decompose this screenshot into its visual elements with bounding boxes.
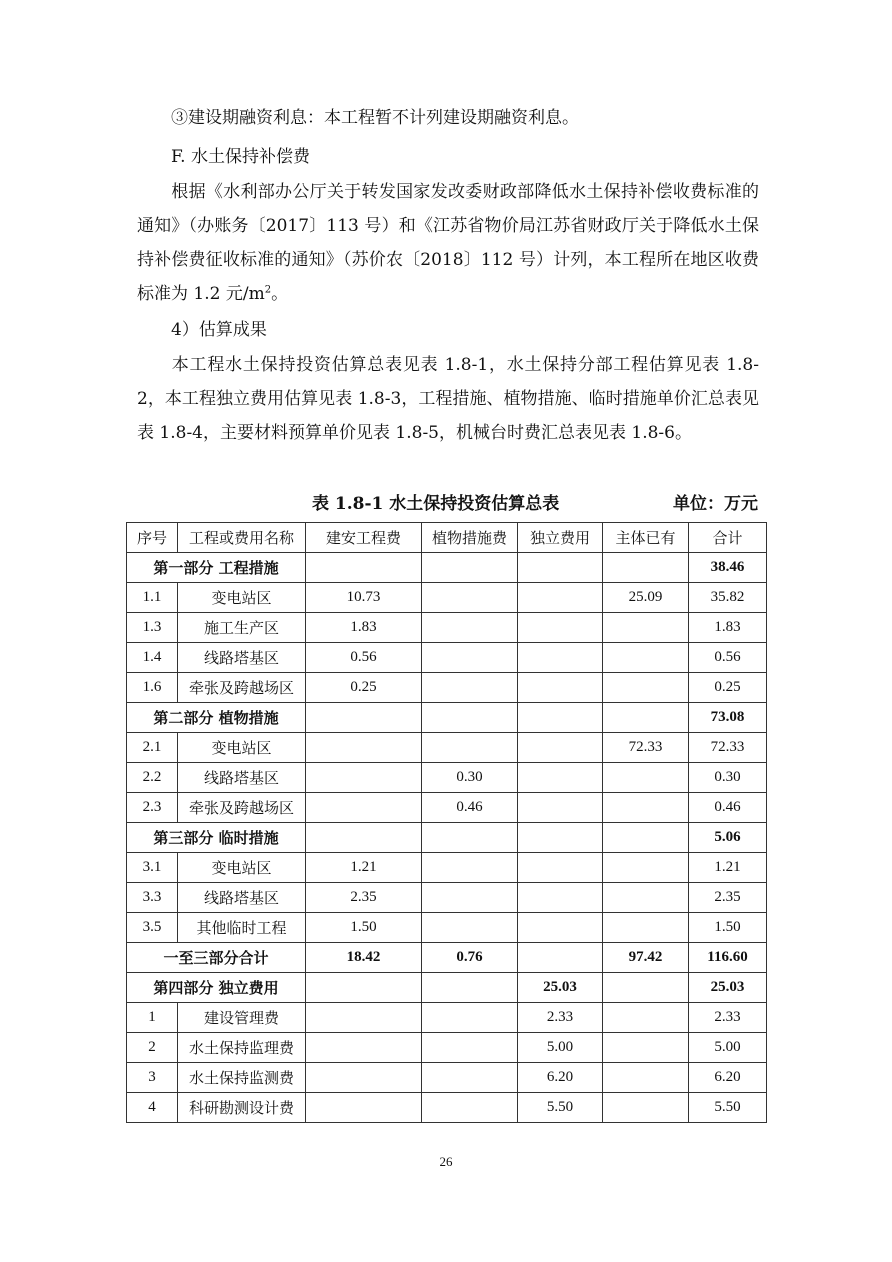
value-cell xyxy=(603,823,689,853)
value-cell: 38.46 xyxy=(689,553,767,583)
value-cell xyxy=(518,793,603,823)
table-row xyxy=(127,703,767,733)
paragraph-compensation-basis xyxy=(137,175,759,311)
value-cell: 0.30 xyxy=(422,763,518,793)
value-cell xyxy=(603,1093,689,1123)
row-name: 其他临时工程 xyxy=(178,913,306,943)
row-name: 施工生产区 xyxy=(178,613,306,643)
value-cell: 2.33 xyxy=(689,1003,767,1033)
row-name: 水土保持监测费 xyxy=(178,1063,306,1093)
value-cell xyxy=(422,1003,518,1033)
row-name: 线路塔基区 xyxy=(178,763,306,793)
table-row xyxy=(127,883,767,913)
value-cell: 18.42 xyxy=(306,943,422,973)
paragraph-financing-interest xyxy=(137,101,759,135)
row-number: 3.3 xyxy=(127,883,178,913)
value-cell: 1.83 xyxy=(689,613,767,643)
page-number: 26 xyxy=(439,1154,453,1169)
value-cell xyxy=(603,913,689,943)
value-cell xyxy=(603,973,689,1003)
value-cell: 0.25 xyxy=(689,673,767,703)
column-header: 植物措施费 xyxy=(422,523,518,553)
row-number: 1.4 xyxy=(127,643,178,673)
value-cell: 6.20 xyxy=(689,1063,767,1093)
value-cell xyxy=(603,553,689,583)
paragraph-text: 根据《水利部办公厅关于转发国家发改委财政部降低水土保持补偿收费标准的通知》（办账务〔2017〕113 号）和《江苏省物价局江苏省财政厅关于降低水土保持补偿费征收标准的通知》（苏价农〔2018〕112 号）计列，本工程所在地区收费标准为 1.2 元/m xyxy=(137,182,759,304)
paragraph-estimate-summary xyxy=(137,348,759,450)
row-name: 牵张及跨越场区 xyxy=(178,673,306,703)
value-cell: 25.03 xyxy=(518,973,603,1003)
section-label: 第三部分 临时措施 xyxy=(127,823,306,853)
heading-text: F. 水土保持补偿费 xyxy=(171,147,310,167)
value-cell xyxy=(603,883,689,913)
section-label: 第四部分 独立费用 xyxy=(127,973,306,1003)
value-cell xyxy=(518,823,603,853)
table-title: 表 1.8-1 水土保持投资估算总表 xyxy=(312,494,560,514)
value-cell: 72.33 xyxy=(689,733,767,763)
value-cell xyxy=(518,673,603,703)
value-cell xyxy=(306,1093,422,1123)
section-label: 第一部分 工程措施 xyxy=(127,553,306,583)
value-cell xyxy=(422,553,518,583)
value-cell xyxy=(603,703,689,733)
value-cell xyxy=(518,883,603,913)
value-cell: 5.00 xyxy=(689,1033,767,1063)
value-cell xyxy=(603,853,689,883)
row-number: 3.5 xyxy=(127,913,178,943)
value-cell: 1.21 xyxy=(689,853,767,883)
value-cell xyxy=(422,1063,518,1093)
heading-text: 4）估算成果 xyxy=(171,320,267,340)
row-name: 变电站区 xyxy=(178,583,306,613)
row-number: 3 xyxy=(127,1063,178,1093)
heading-f-compensation-fee xyxy=(137,140,759,174)
value-cell xyxy=(518,613,603,643)
value-cell xyxy=(306,973,422,1003)
value-cell xyxy=(518,943,603,973)
section-label: 第二部分 植物措施 xyxy=(127,703,306,733)
value-cell xyxy=(603,1003,689,1033)
table-row xyxy=(127,583,767,613)
value-cell: 0.25 xyxy=(306,673,422,703)
value-cell: 2.35 xyxy=(306,883,422,913)
row-number: 1.6 xyxy=(127,673,178,703)
value-cell xyxy=(306,823,422,853)
value-cell: 0.46 xyxy=(422,793,518,823)
value-cell xyxy=(603,793,689,823)
value-cell xyxy=(518,583,603,613)
value-cell: 10.73 xyxy=(306,583,422,613)
table-caption xyxy=(126,487,766,517)
investment-estimate-table xyxy=(126,522,767,1123)
column-header: 序号 xyxy=(127,523,178,553)
value-cell: 5.06 xyxy=(689,823,767,853)
value-cell xyxy=(603,613,689,643)
value-cell: 25.03 xyxy=(689,973,767,1003)
value-cell: 1.50 xyxy=(689,913,767,943)
value-cell xyxy=(518,853,603,883)
row-number: 2.3 xyxy=(127,793,178,823)
value-cell xyxy=(603,673,689,703)
row-name: 水土保持监理费 xyxy=(178,1033,306,1063)
table-row xyxy=(127,733,767,763)
subtotal-label: 一至三部分合计 xyxy=(127,943,306,973)
value-cell xyxy=(518,733,603,763)
value-cell xyxy=(422,973,518,1003)
value-cell: 0.56 xyxy=(689,643,767,673)
value-cell: 5.50 xyxy=(518,1093,603,1123)
value-cell xyxy=(518,913,603,943)
value-cell xyxy=(422,613,518,643)
row-name: 建设管理费 xyxy=(178,1003,306,1033)
value-cell: 0.46 xyxy=(689,793,767,823)
column-header: 合计 xyxy=(689,523,767,553)
value-cell xyxy=(603,643,689,673)
value-cell xyxy=(603,1033,689,1063)
value-cell xyxy=(603,763,689,793)
row-number: 3.1 xyxy=(127,853,178,883)
value-cell: 25.09 xyxy=(603,583,689,613)
table-row xyxy=(127,823,767,853)
value-cell: 97.42 xyxy=(603,943,689,973)
value-cell: 2.35 xyxy=(689,883,767,913)
paragraph-text: ③建设期融资利息：本工程暂不计列建设期融资利息。 xyxy=(171,108,579,128)
table-body xyxy=(127,553,767,1123)
value-cell xyxy=(422,913,518,943)
paragraph-tail: 。 xyxy=(271,284,289,304)
row-name: 线路塔基区 xyxy=(178,883,306,913)
value-cell: 0.56 xyxy=(306,643,422,673)
table-row xyxy=(127,1003,767,1033)
value-cell xyxy=(422,1033,518,1063)
table-row xyxy=(127,673,767,703)
table-row xyxy=(127,1093,767,1123)
value-cell xyxy=(518,553,603,583)
value-cell: 0.76 xyxy=(422,943,518,973)
row-number: 1.1 xyxy=(127,583,178,613)
column-header: 工程或费用名称 xyxy=(178,523,306,553)
table-unit: 单位：万元 xyxy=(673,494,758,514)
value-cell xyxy=(306,763,422,793)
table-row xyxy=(127,763,767,793)
value-cell xyxy=(603,1063,689,1093)
table-row xyxy=(127,553,767,583)
row-name: 科研勘测设计费 xyxy=(178,1093,306,1123)
value-cell xyxy=(422,1093,518,1123)
value-cell: 5.00 xyxy=(518,1033,603,1063)
column-header: 独立费用 xyxy=(518,523,603,553)
value-cell xyxy=(306,733,422,763)
column-header: 建安工程费 xyxy=(306,523,422,553)
row-number: 2.2 xyxy=(127,763,178,793)
row-name: 线路塔基区 xyxy=(178,643,306,673)
value-cell: 6.20 xyxy=(518,1063,603,1093)
value-cell: 116.60 xyxy=(689,943,767,973)
value-cell xyxy=(422,673,518,703)
row-number: 4 xyxy=(127,1093,178,1123)
value-cell: 73.08 xyxy=(689,703,767,733)
value-cell: 72.33 xyxy=(603,733,689,763)
value-cell xyxy=(518,763,603,793)
value-cell xyxy=(306,1003,422,1033)
table-row xyxy=(127,643,767,673)
value-cell: 2.33 xyxy=(518,1003,603,1033)
table-row xyxy=(127,943,767,973)
table-row xyxy=(127,973,767,1003)
value-cell: 5.50 xyxy=(689,1093,767,1123)
value-cell: 1.83 xyxy=(306,613,422,643)
row-number: 2 xyxy=(127,1033,178,1063)
table-row xyxy=(127,793,767,823)
superscript: 2 xyxy=(264,284,272,296)
value-cell xyxy=(306,1063,422,1093)
value-cell xyxy=(422,823,518,853)
table-row xyxy=(127,853,767,883)
row-name: 变电站区 xyxy=(178,853,306,883)
value-cell xyxy=(422,583,518,613)
value-cell xyxy=(518,643,603,673)
value-cell xyxy=(422,853,518,883)
row-number: 2.1 xyxy=(127,733,178,763)
value-cell xyxy=(306,703,422,733)
table-row xyxy=(127,913,767,943)
heading-estimate-results xyxy=(137,313,759,347)
value-cell: 35.82 xyxy=(689,583,767,613)
value-cell xyxy=(422,883,518,913)
value-cell: 1.21 xyxy=(306,853,422,883)
value-cell: 1.50 xyxy=(306,913,422,943)
value-cell xyxy=(306,1033,422,1063)
table-row xyxy=(127,1033,767,1063)
value-cell xyxy=(422,703,518,733)
table-header-row xyxy=(127,523,767,553)
value-cell xyxy=(306,553,422,583)
row-number: 1 xyxy=(127,1003,178,1033)
value-cell xyxy=(422,733,518,763)
row-name: 牵张及跨越场区 xyxy=(178,793,306,823)
row-number: 1.3 xyxy=(127,613,178,643)
value-cell: 0.30 xyxy=(689,763,767,793)
table-row xyxy=(127,613,767,643)
row-name: 变电站区 xyxy=(178,733,306,763)
value-cell xyxy=(518,703,603,733)
table-row xyxy=(127,1063,767,1093)
value-cell xyxy=(306,793,422,823)
value-cell xyxy=(422,643,518,673)
column-header: 主体已有 xyxy=(603,523,689,553)
paragraph-text: 本工程水土保持投资估算总表见表 1.8-1，水土保持分部工程估算见表 1.8-2，本工程独立费用估算见表 1.8-3，工程措施、植物措施、临时措施单价汇总表见表 1.8-4，主要材料预算单价见表 1.8-5，机械台时费汇总表见表 1.8-6。 xyxy=(137,355,759,443)
